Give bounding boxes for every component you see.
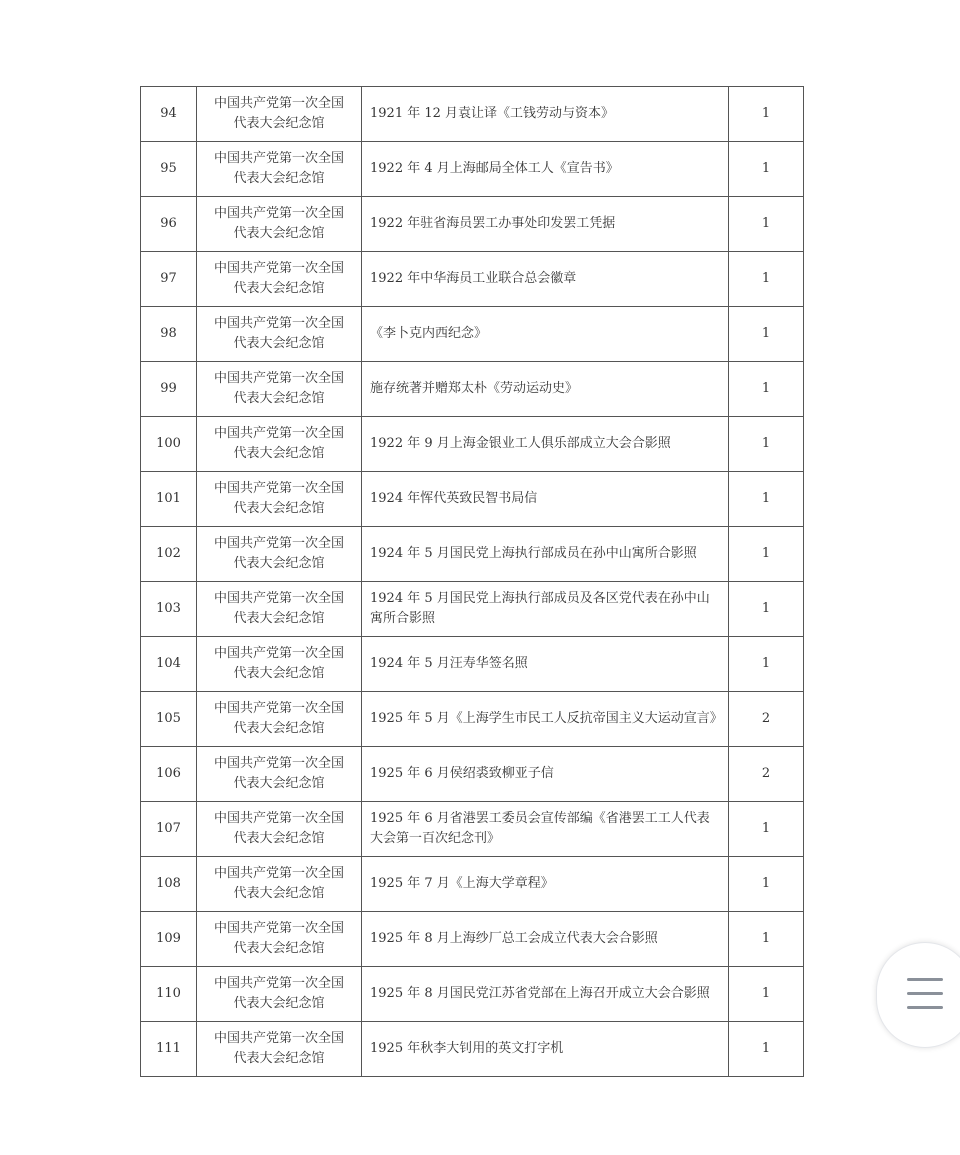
item-quantity: 1 — [729, 637, 804, 692]
institution-cell — [197, 87, 362, 142]
institution-cell — [197, 637, 362, 692]
item-quantity: 1 — [729, 307, 804, 362]
institution-cell — [197, 582, 362, 637]
institution-line-2: 代表大会纪念馆 — [233, 666, 325, 681]
institution-line-2: 代表大会纪念馆 — [233, 116, 325, 131]
institution-line-1: 中国共产党第一次全国 — [213, 976, 344, 991]
table-row — [141, 802, 804, 857]
item-quantity: 1 — [729, 362, 804, 417]
row-number: 100 — [141, 417, 197, 472]
institution-line-2: 代表大会纪念馆 — [233, 446, 325, 461]
table-row — [141, 197, 804, 252]
institution-line-1: 中国共产党第一次全国 — [213, 371, 344, 386]
item-quantity: 1 — [729, 582, 804, 637]
row-number: 110 — [141, 967, 197, 1022]
institution-line-1: 中国共产党第一次全国 — [213, 316, 344, 331]
row-number: 106 — [141, 747, 197, 802]
row-number: 97 — [141, 252, 197, 307]
row-number: 101 — [141, 472, 197, 527]
institution-cell — [197, 802, 362, 857]
item-description: 1925 年 6 月省港罢工委员会宣传部编《省港罢工工人代表大会第一百次纪念刊》 — [362, 802, 729, 857]
table-row — [141, 87, 804, 142]
institution-line-2: 代表大会纪念馆 — [233, 336, 325, 351]
institution-line-2: 代表大会纪念馆 — [233, 941, 325, 956]
institution-line-1: 中国共产党第一次全国 — [213, 481, 344, 496]
institution-line-1: 中国共产党第一次全国 — [213, 206, 344, 221]
institution-line-2: 代表大会纪念馆 — [233, 226, 325, 241]
item-quantity: 1 — [729, 527, 804, 582]
institution-line-2: 代表大会纪念馆 — [233, 721, 325, 736]
item-description: 1922 年驻省海员罢工办事处印发罢工凭据 — [362, 197, 729, 252]
item-description: 1922 年 4 月上海邮局全体工人《宣告书》 — [362, 142, 729, 197]
table-row — [141, 692, 804, 747]
row-number: 103 — [141, 582, 197, 637]
item-description: 1924 年恽代英致民智书局信 — [362, 472, 729, 527]
institution-cell — [197, 857, 362, 912]
item-quantity: 1 — [729, 802, 804, 857]
item-quantity: 1 — [729, 87, 804, 142]
item-quantity: 1 — [729, 1022, 804, 1077]
institution-line-1: 中国共产党第一次全国 — [213, 811, 344, 826]
row-number: 99 — [141, 362, 197, 417]
institution-line-1: 中国共产党第一次全国 — [213, 151, 344, 166]
table-row — [141, 252, 804, 307]
item-description: 1925 年 5 月《上海学生市民工人反抗帝国主义大运动宣言》 — [362, 692, 729, 747]
institution-line-2: 代表大会纪念馆 — [233, 776, 325, 791]
row-number: 111 — [141, 1022, 197, 1077]
institution-line-1: 中国共产党第一次全国 — [213, 591, 344, 606]
item-quantity: 2 — [729, 747, 804, 802]
institution-cell — [197, 417, 362, 472]
institution-line-2: 代表大会纪念馆 — [233, 281, 325, 296]
institution-line-2: 代表大会纪念馆 — [233, 996, 325, 1011]
item-quantity: 1 — [729, 472, 804, 527]
row-number: 108 — [141, 857, 197, 912]
institution-cell — [197, 747, 362, 802]
item-quantity: 1 — [729, 857, 804, 912]
item-description: 1924 年 5 月汪寿华签名照 — [362, 637, 729, 692]
table-row — [141, 582, 804, 637]
item-description: 1924 年 5 月国民党上海执行部成员在孙中山寓所合影照 — [362, 527, 729, 582]
table-row — [141, 307, 804, 362]
table-row — [141, 142, 804, 197]
table-row — [141, 747, 804, 802]
table-row — [141, 417, 804, 472]
institution-cell — [197, 967, 362, 1022]
row-number: 95 — [141, 142, 197, 197]
institution-line-1: 中国共产党第一次全国 — [213, 1031, 344, 1046]
item-description: 1921 年 12 月袁让译《工钱劳动与资本》 — [362, 87, 729, 142]
row-number: 94 — [141, 87, 197, 142]
item-description: 1925 年 7 月《上海大学章程》 — [362, 857, 729, 912]
item-description: 1924 年 5 月国民党上海执行部成员及各区党代表在孙中山寓所合影照 — [362, 582, 729, 637]
table-body — [141, 87, 804, 1077]
institution-line-1: 中国共产党第一次全国 — [213, 866, 344, 881]
institution-line-1: 中国共产党第一次全国 — [213, 536, 344, 551]
item-quantity: 1 — [729, 912, 804, 967]
row-number: 98 — [141, 307, 197, 362]
institution-line-1: 中国共产党第一次全国 — [213, 921, 344, 936]
institution-cell — [197, 142, 362, 197]
row-number: 105 — [141, 692, 197, 747]
institution-cell — [197, 527, 362, 582]
row-number: 107 — [141, 802, 197, 857]
institution-line-1: 中国共产党第一次全国 — [213, 426, 344, 441]
table-row — [141, 362, 804, 417]
table-row — [141, 857, 804, 912]
institution-line-1: 中国共产党第一次全国 — [213, 756, 344, 771]
institution-line-1: 中国共产党第一次全国 — [213, 701, 344, 716]
item-quantity: 2 — [729, 692, 804, 747]
table-row — [141, 1022, 804, 1077]
item-quantity: 1 — [729, 197, 804, 252]
item-description: 1925 年 8 月上海纱厂总工会成立代表大会合影照 — [362, 912, 729, 967]
item-description: 《李卜克内西纪念》 — [362, 307, 729, 362]
row-number: 104 — [141, 637, 197, 692]
institution-line-1: 中国共产党第一次全国 — [213, 261, 344, 276]
institution-cell — [197, 252, 362, 307]
institution-line-1: 中国共产党第一次全国 — [213, 646, 344, 661]
institution-cell — [197, 692, 362, 747]
row-number: 96 — [141, 197, 197, 252]
institution-cell — [197, 197, 362, 252]
item-quantity: 1 — [729, 252, 804, 307]
table-row — [141, 967, 804, 1022]
item-description: 施存统著并赠郑太朴《劳动运动史》 — [362, 362, 729, 417]
institution-cell — [197, 912, 362, 967]
menu-button[interactable] — [876, 942, 960, 1048]
item-quantity: 1 — [729, 967, 804, 1022]
institution-line-2: 代表大会纪念馆 — [233, 501, 325, 516]
institution-cell — [197, 307, 362, 362]
item-description: 1925 年秋李大钊用的英文打字机 — [362, 1022, 729, 1077]
menu-icon — [907, 978, 943, 1010]
item-description: 1925 年 8 月国民党江苏省党部在上海召开成立大会合影照 — [362, 967, 729, 1022]
institution-line-2: 代表大会纪念馆 — [233, 556, 325, 571]
institution-line-2: 代表大会纪念馆 — [233, 886, 325, 901]
institution-cell — [197, 472, 362, 527]
row-number: 109 — [141, 912, 197, 967]
item-description: 1922 年中华海员工业联合总会徽章 — [362, 252, 729, 307]
institution-line-2: 代表大会纪念馆 — [233, 391, 325, 406]
item-description: 1925 年 6 月侯绍裘致柳亚子信 — [362, 747, 729, 802]
item-description: 1922 年 9 月上海金银业工人俱乐部成立大会合影照 — [362, 417, 729, 472]
row-number: 102 — [141, 527, 197, 582]
table-row — [141, 912, 804, 967]
table-row — [141, 527, 804, 582]
institution-line-2: 代表大会纪念馆 — [233, 611, 325, 626]
item-quantity: 1 — [729, 142, 804, 197]
institution-cell — [197, 1022, 362, 1077]
institution-line-2: 代表大会纪念馆 — [233, 831, 325, 846]
table-row — [141, 472, 804, 527]
institution-cell — [197, 362, 362, 417]
institution-line-1: 中国共产党第一次全国 — [213, 96, 344, 111]
institution-line-2: 代表大会纪念馆 — [233, 171, 325, 186]
item-quantity: 1 — [729, 417, 804, 472]
table-row — [141, 637, 804, 692]
institution-line-2: 代表大会纪念馆 — [233, 1051, 325, 1066]
collection-table — [140, 86, 804, 1077]
